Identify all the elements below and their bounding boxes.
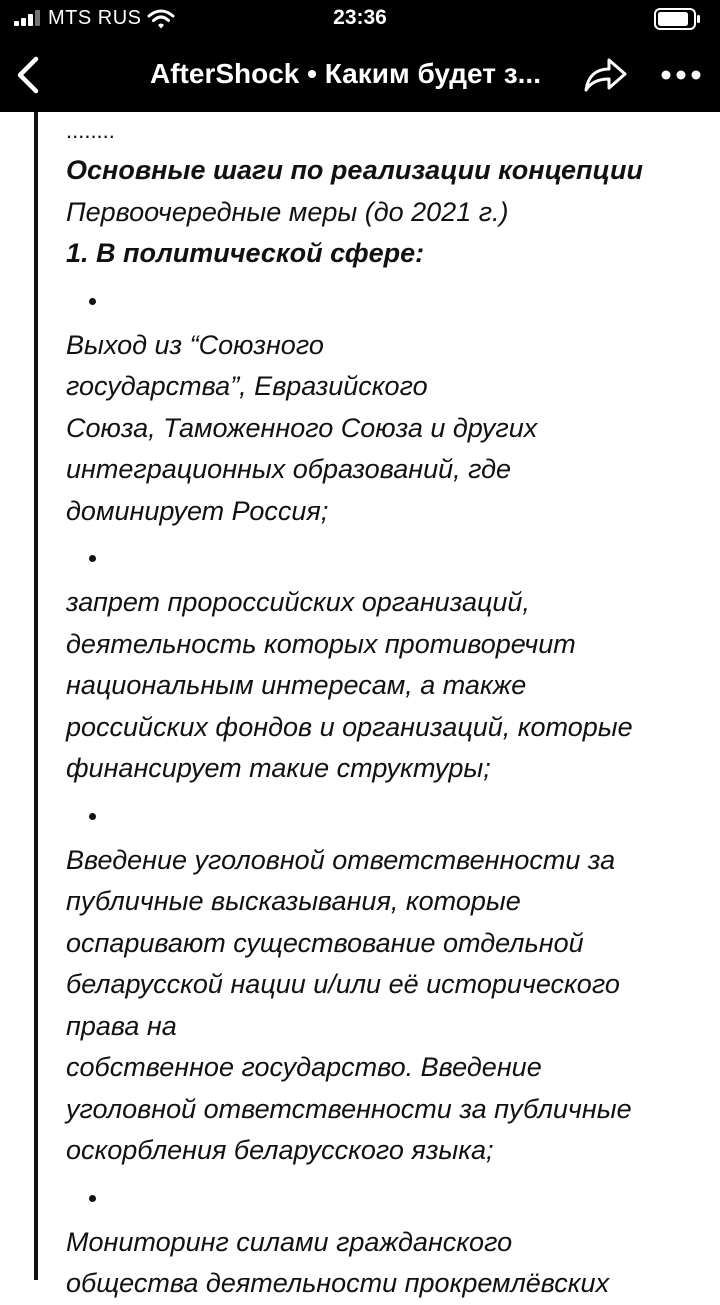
list-item-line: Союза, Таможенного Союза и других — [66, 412, 538, 443]
share-arrow-icon[interactable] — [582, 54, 628, 96]
list-item-line: Введение уголовной ответственности за — [66, 844, 616, 875]
list-item-line: права на — [66, 1010, 177, 1041]
carrier-name: MTS RUS — [48, 7, 142, 29]
article-subheading: Первоочередные меры (до 2021 г.) — [66, 196, 509, 227]
list-item-line: доминирует Россия; — [66, 495, 329, 526]
bullet-dot-icon — [89, 813, 96, 820]
clock: 23:36 — [333, 6, 387, 29]
list-item — [66, 1222, 706, 1305]
list-item-line: оспаривают существование отдельной — [66, 927, 584, 958]
list-item-line: финансирует такие структуры; — [66, 753, 491, 783]
section-title: 1. В политической сфере: — [66, 238, 425, 268]
bullet-dot-icon — [89, 298, 96, 305]
chevron-left-icon[interactable] — [10, 53, 50, 97]
bullet-marker — [66, 275, 706, 325]
list-item — [66, 582, 706, 790]
bullet-dot-icon — [89, 555, 96, 562]
list-item-line: российских фондов и организаций, которые — [66, 711, 633, 742]
status-bar — [0, 0, 720, 38]
battery-icon — [654, 8, 702, 30]
article-text — [66, 118, 706, 1305]
bullet-marker — [66, 790, 706, 840]
article-content[interactable] — [0, 112, 720, 1298]
list-item — [66, 840, 706, 1172]
bullet-marker — [66, 532, 706, 582]
navigation-bar — [0, 38, 720, 112]
page-title: AfterShock • Каким будет з... — [150, 58, 541, 89]
list-item-line: деятельность которых противоречит — [66, 628, 576, 659]
list-item-line: беларусской нации и/или её исторического — [66, 969, 620, 999]
list-item-line: государства”, Евразийского — [66, 371, 428, 401]
list-item-line: оскорбления беларусского языка; — [66, 1135, 494, 1165]
quote-bar — [34, 112, 38, 1280]
list-item-line: собственное государство. Введение — [66, 1052, 542, 1082]
bullet-dot-icon — [89, 1195, 96, 1202]
list-item-line: Выход из “Союзного — [66, 329, 324, 360]
list-item-line: запрет пророссийских организаций, — [66, 587, 530, 617]
list-item-line: уголовной ответственности за публичные — [66, 1093, 632, 1124]
list-item-line: публичные высказывания, которые — [66, 886, 521, 916]
bullet-marker — [66, 1172, 706, 1222]
list-item — [66, 325, 706, 533]
list-item-line: Мониторинг силами гражданского — [66, 1226, 513, 1257]
list-item-line: национальным интересам, а также — [66, 670, 527, 700]
ellipsis-text: ........ — [66, 118, 115, 143]
list-item-line: интеграционных образований, где — [66, 454, 512, 484]
list-item-line: общества деятельности прокремлёвских — [66, 1268, 610, 1298]
more-dots-icon[interactable] — [660, 60, 702, 90]
article-heading: Основные шаги по реализации концепции — [66, 155, 643, 185]
